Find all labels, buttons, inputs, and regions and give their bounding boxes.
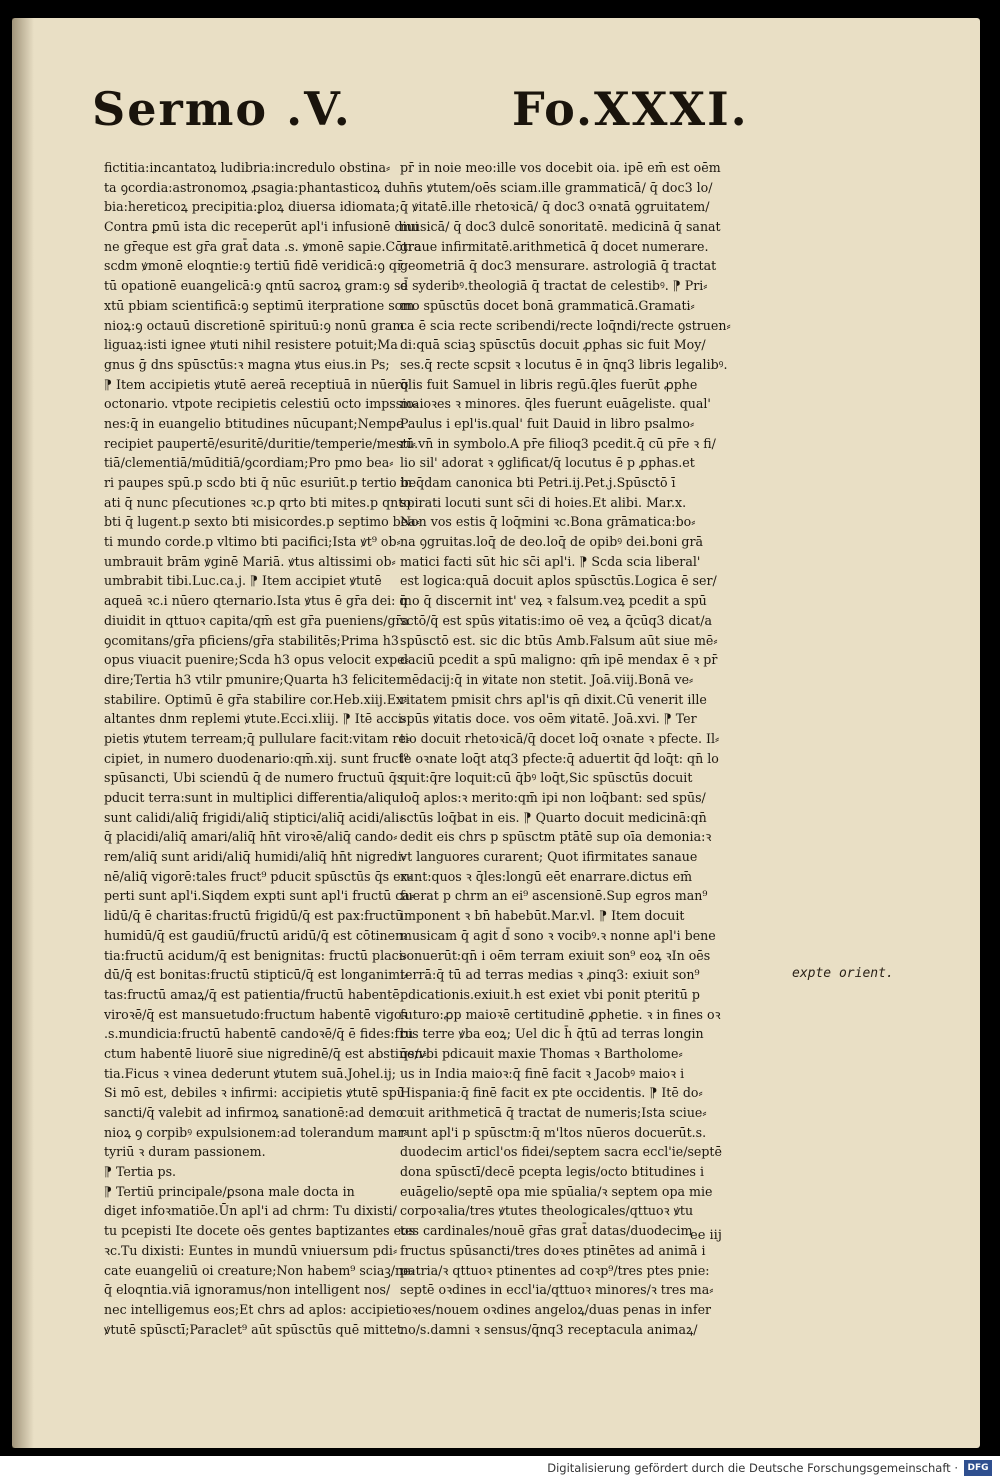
text-line: cate euangeliū oi creature;Non habem⁹ sciaꝫ/ne⸗ (104, 1262, 415, 1278)
text-line: pietis ꝟtutem terream;q̄ pullulare facit:vitam re⸗ (104, 730, 411, 746)
text-line: rū.vn̄ in symbolo.A pr̄e filioq3 pcedit.q̄ cū pr̄e ꝛ fi/ (400, 435, 716, 451)
text-line: runt apl'i p spūsctm:q̄ m'ltos nūeros docuerūt.s. (400, 1124, 707, 1140)
text-line: septē oꝛdines in eccl'ia/qttuoꝛ minores/ꝛ tres ma⸗ (400, 1282, 714, 1298)
right-text-column (400, 158, 772, 1339)
text-line: diget infoꝛmatiōe.Ūn apl'i ad chrm: Tu dixisti/ (104, 1203, 397, 1219)
text-line: ꝛc.Tu dixisti: Euntes in mundū vniuersum pdi⸗ (104, 1242, 398, 1258)
text-line: ꝟtutē spūsctī;Paraclet⁹ aūt spūsctūs quē mittet (104, 1321, 402, 1337)
text-line: humidū/q̄ est gaudiū/fructū aridū/q̄ est cōtinen⸗ (104, 927, 408, 943)
text-line: terrā:q̄ tū ad terras medias ꝛ ꝓinq3: exiuit son⁹ (400, 967, 700, 983)
text-line: tiā/clementiā/mūditiā/ꝯcordiam;Pro pmo bea⸗ (104, 455, 394, 471)
text-line: dona spūsctī/decē pcepta legis/octo btitudines i (400, 1164, 705, 1180)
text-line: sonuerūt:qn̄ i oēm terram exiuit son⁹ eoꝝ ꝛIn oēs (400, 947, 711, 963)
text-line: spūsancti, Ubi sciendū q̄ de numero fructuū q̄s (104, 770, 404, 786)
text-line: tia:fructū acidum/q̄ est benignitas: fructū placi⸗ (104, 947, 407, 963)
text-line: ioꝛes/nouem oꝛdines angeloꝝ/duas penas in infer (400, 1301, 712, 1317)
text-line: ⁋ Item accipietis ꝟtutē aereā receptiuā in nūero (104, 376, 409, 392)
text-line: dedit eis chrs p spūsctm ptātē sup oīa demonia:ꝛ (400, 829, 712, 845)
text-line: sctūs loq̄bat in eis. ⁋ Quarto docuit medicinā:qn̄ (400, 809, 707, 825)
text-line: aqueā ꝛc.i nūero qternario.Ista ꝟtus ē gr̄a dei: q̄ (104, 593, 408, 609)
text-line: us in India maioꝛ:q̄ finē facit ꝛ Jacobꝰ maioꝛ i (400, 1065, 685, 1081)
text-line: geometriā q̄ doc3 mensurare. astrologiā q̄ tractat (400, 258, 717, 274)
text-line: Paulus i epl'is.qual' fuit Dauid in libro psalmo⸗ (400, 415, 695, 431)
text-line: dire;Tertia h3 vtilr pmunire;Quarta h3 feliciter (104, 671, 403, 687)
text-line: runt:quos ꝛ q̄les:longū eēt enarrare.dictus em̄ (400, 868, 693, 884)
text-line: est logica:quā docuit aplos spūsctūs.Logica ē ser/ (400, 573, 717, 589)
text-line: bti q̄ lugent.p sexto bti misicordes.p septimo bea⸗ (104, 514, 420, 530)
text-line: Si mō est, debiles ꝛ infirmi: accipietis ꝟtutē spū (104, 1085, 405, 1101)
text-line: nioꝝ:ꝯ octauū discretionē spirituū:ꝯ nonū gram (104, 317, 405, 333)
text-line: q̄ ꝟitatē.ille rhetoꝛicā/ q̄ doc3 oꝛnatā ꝯgruitatem/ (400, 199, 710, 215)
text-line: na ꝯgruitas.loq̄ de deo.loq̄ de opibꝰ dei.boni grā (400, 534, 704, 550)
text-line: mo q̄ discernit int' veꝝ ꝛ falsum.veꝝ pcedit a spū (400, 593, 707, 609)
text-line: ne gr̄eque est gr̄a grat̄ data .s. ꝟmonē sapie.Cōtra (104, 238, 422, 254)
running-head-left: Sermo .V. (92, 82, 352, 136)
text-line: liguaꝝ:isti ignee ꝟtuti nihil resistere potuit;Ma (104, 337, 398, 353)
handwritten-marginal-note: expte orient. (792, 966, 894, 981)
text-line: pdicationis.exiuit.h est exiet vbi ponit pteritū p (400, 986, 700, 1002)
text-line: patria/ꝛ qttuoꝛ ptinentes ad coꝛp⁹/tres ptes pnie: (400, 1262, 710, 1278)
text-line: ti mundo corde.p vltimo bti pacifici;Ista ꝟt⁹ ob⸗ (104, 534, 401, 550)
text-line: quit:q̄re loquit:cū q̄bꝰ loq̄t,Sic spūsctūs docuit (400, 770, 693, 786)
text-line: mēdacij:q̄ in ꝟitate non stetit. Joā.viij.Bonā ve⸗ (400, 671, 694, 687)
text-line: duodecim articl'os fidei/septem sacra eccl'ie/septē (400, 1144, 722, 1160)
text-line: q̄lis fuit Samuel in libris regū.q̄les fuerūt ꝓphe (400, 376, 698, 392)
text-line: pr̄ in noie meo:ille vos docebit oia. ipē em̄ est oēm (400, 160, 721, 175)
text-line: ⁋ Tertiū principale/ꝑsona male docta in (104, 1183, 355, 1199)
text-line: matici facti sūt hic sc̄i apl'i. ⁋ Scda scia liberal' (400, 553, 701, 569)
text-line: q̄ eloqntia.viā ignoramus/non intelligent nos/ (104, 1282, 391, 1298)
text-line: vt languores curarent; Quot ifirmitates sanaue (400, 849, 698, 865)
text-line: sancti/q̄ valebit ad infirmoꝝ sanationē:ad demo (104, 1105, 404, 1120)
text-line: fuerat p chrm an ei⁹ ascensionē.Sup egros man⁹ (400, 888, 708, 904)
text-line: octonario. vtpote recipietis celestiū octo impssio⸗ (104, 396, 418, 412)
text-line: xtū pbiam scientificā:ꝯ septimū iterpratione som (104, 297, 415, 313)
text-line: opus viuacit puenire;Scda h3 opus velocit expe⸗ (104, 652, 409, 668)
text-line: cuit arithmeticā q̄ tractat de numeris;Ista sciue⸗ (400, 1105, 707, 1120)
text-line: musicam q̄ agit d̄ sono ꝛ vocibꝰ.ꝛ nonne apl'i bene (400, 927, 716, 943)
text-line: bia:hereticoꝝ precipitia:ꝑloꝝ diuersa idiomata; (104, 199, 400, 215)
text-line: no/s.damni ꝛ sensus/q̄nq3 receptacula animaꝝ/ (400, 1321, 698, 1337)
text-line: spūs ꝟitatis doce. vos oēm ꝟitatē. Joā.xvi. ⁋ Ter (400, 711, 697, 727)
text-line: Non vos estis q̄ loq̄mini ꝛc.Bona grāmatica:bo⸗ (400, 514, 696, 530)
text-line: euāgelio/septē opa mie spūalia/ꝛ septem opa mie (400, 1183, 713, 1199)
text-line: ritatem pmisit chrs apl'is qn̄ dixit.Cū venerit ille (400, 691, 707, 707)
text-line: tū opationē euangelicā:ꝯ qntū sacroꝝ gram:ꝯ se (104, 278, 408, 294)
text-line: nec intelligemus eos;Et chrs ad aplos: accipiet (104, 1301, 401, 1317)
text-line: hn̄s ꝟtutem/oēs sciam.ille grammaticā/ q̄ doc3 lo/ (400, 179, 713, 195)
text-line: nē/aliq̄ vigorē:tales fruct⁹ pducit spūsctūs q̄s ex⸗ (104, 868, 412, 884)
text-line: maioꝛes ꝛ minores. q̄les fuerunt euāgeliste. qual' (400, 396, 711, 412)
text-line: ati q̄ nunc pſecutiones ꝛc.p qrto bti mites.p qnto (104, 494, 411, 510)
text-line: lidū/q̄ ē charitas:fructū frigidū/q̄ est pax:fructū (104, 908, 404, 924)
text-line: ca ē scia recte scribendi/recte loq̄ndi/recte ꝯstruen⸗ (400, 317, 731, 333)
text-line: umbrabit tibi.Luc.ca.j. ⁋ Item accipiet ꝟtutē (104, 573, 382, 589)
text-line: spūsctō est. sic dic btūs Amb.Falsum aūt siue mē⸗ (400, 632, 718, 648)
text-line: sctō/q̄ est spūs ꝟitatis:imo oē veꝝ a q̄cūq3 dicat/a (400, 612, 712, 628)
text-line: dū/q̄ est bonitas:fructū stipticū/q̄ est longanimi⸗ (104, 967, 409, 983)
text-line: pducit terra:sunt in multiplici differentia/aliqui (104, 790, 404, 805)
text-line: q̄ placidi/aliq̄ amari/aliq̄ hn̄t viroꝛē/aliq̄ cando⸗ (104, 829, 398, 845)
text-line: corpoꝛalia/tres ꝟtutes theologicales/qttuoꝛ ꝟtu (400, 1203, 694, 1219)
text-line: diuidit in qttuoꝛ capita/qm̄ est gr̄a pueniens/gr̄a (104, 612, 410, 628)
text-line: d̄ syderibꝰ.theologiā q̄ tractat de celestibꝰ. ⁋ Pri⸗ (400, 278, 708, 294)
text-line: recipiet paupertē/esuritē/duritie/temperie/mesti⸗ (104, 435, 416, 451)
text-line: stabilire. Optimū ē gr̄a stabilire cor.Heb.xiij.Ex⸗ (104, 691, 408, 707)
text-line: daciū pcedit a spū maligno: qm̄ ipē mendax ē ꝛ pr̄ (400, 652, 718, 668)
text-line: in q̄dam canonica bti Petri.ij.Pet.j.Spūsctō ī (400, 475, 676, 490)
text-line: musicā/ q̄ doc3 dulcē sonoritatē. medicinā q̄ sanat (400, 219, 721, 235)
text-line: bis terre ꝟba eoꝝ; Uel dic h̄ q̄tū ad terras longin (400, 1026, 704, 1042)
text-line: ta ꝯcordia:astronomoꝝ ꝓsagia:phantasticoꝝ du (104, 179, 401, 195)
text-line: cipiet, in numero duodenario:qm̄.xij. sunt fruct⁹ (104, 750, 409, 766)
text-line: rem/aliq̄ sunt aridi/aliq̄ humidi/aliq̄ hn̄t nigredi⸗ (104, 849, 406, 865)
text-line: spirati locuti sunt sc̄i di hoies.Et alibi. Mar.x. (400, 494, 687, 510)
text-line: Contra ꝑmū ista dic receperūt apl'i infusionē diui (104, 219, 419, 235)
text-line: di:quā sciaꝫ spūsctūs docuit ꝓphas sic fuit Moy/ (400, 337, 706, 353)
text-line: lio sil' adorat ꝛ ꝯglificat/q̄ locutus ē p ꝓphas.et (400, 455, 695, 471)
text-line: ⁋ Tertia ps. (104, 1164, 177, 1180)
text-line: tio docuit rhetoꝛicā/q̄ docet loq̄ oꝛnate ꝛ pfecte. Il⸗ (400, 730, 720, 746)
text-line: tyriū ꝛ duram passionem. (104, 1144, 266, 1160)
dfg-logo-icon: DFG (964, 1460, 992, 1476)
text-line: gnus ḡ dns spūsctūs:ꝛ magna ꝟtus eius.in Ps; (104, 356, 390, 372)
text-line: le oꝛnate loq̄t atq3 pfecte:q̄ aduertit q̄d loq̄t: qn̄ lo (400, 750, 719, 766)
text-line: imponent ꝛ bn̄ habebūt.Mar.vl. ⁋ Item docuit (400, 908, 685, 924)
digitization-credit: Digitalisierung gefördert durch die Deutsche Forschungsgemeinschaft · (547, 1461, 958, 1475)
text-line: tes cardinales/nouē gr̄as grat̄ datas/duodecim (400, 1223, 693, 1239)
left-text-column (104, 158, 427, 1339)
text-line: .s.mundicia:fructū habentē candoꝛē/q̄ ē fides:fru (104, 1026, 414, 1042)
text-line: ꝯcomitans/gr̄a pficiens/gr̄a stabilitēs;Prima h3 (104, 632, 399, 648)
text-line: perti sunt apl'i.Siqdem expti sunt apl'i fructū ca⸗ (104, 888, 414, 904)
signature-mark: ee iij (690, 1228, 722, 1243)
text-line: fictitia:incantatoꝝ ludibria:incredulo obstina⸗ (104, 160, 391, 175)
folio-number: Fo.XXXI. (512, 82, 749, 136)
text-line: Hispania:q̄ finē facit ex pte occidentis. ⁋ Itē do⸗ (400, 1085, 703, 1101)
text-line: graue infirmitatē.arithmeticā q̄ docet numerare. (400, 238, 709, 254)
text-line: fructus spūsancti/tres doꝛes ptinētes ad animā i (400, 1242, 706, 1258)
text-line: tas:fructū amaꝝ/q̄ est patientia/fructū habentē (104, 986, 400, 1002)
text-line: futuro:ꝓp maioꝛē certitudinē ꝓphetie. ꝛ in fines oꝛ (400, 1006, 721, 1022)
text-line: sunt calidi/aliq̄ frigidi/aliq̄ stiptici/aliq̄ acidi/ali⸗ (104, 809, 404, 825)
text-line: umbrauit brām ꝟginē Mariā. ꝟtus altissimi ob⸗ (104, 553, 396, 569)
text-line: nes:q̄ in euangelio btitudines nūcupant;Nempe (104, 415, 404, 431)
text-line: mo spūsctūs docet bonā grammaticā.Gramati⸗ (400, 297, 695, 313)
text-line: ri paupes spū.p scdo bti q̄ nūc esuriūt.p tertio be (104, 475, 417, 490)
text-line: loq̄ aplos:ꝛ merito:qm̄ ipi non loq̄bant: sed spūs/ (400, 790, 706, 805)
text-line: viroꝛē/q̄ est mansuetudo:fructum habentē vigoꝛ (104, 1006, 408, 1022)
text-line: nioꝝ ꝯ corpibꝰ expulsionem:ad tolerandum mar⸗ (104, 1124, 408, 1140)
text-line: scdm ꝟmonē eloqntie:ꝯ tertiū fidē veridicā:ꝯ qr̄ (104, 258, 404, 274)
text-line: q̄s/vbi pdicauit maxie Thomas ꝛ Bartholome⸗ (400, 1045, 683, 1061)
gutter-shadow (12, 18, 34, 1448)
text-line: tia.Ficus ꝛ vinea dederunt ꝟtutem suā.Johel.ij; (104, 1065, 396, 1081)
text-line: ses.q̄ recte scpsit ꝛ locutus ē in q̄nq3 libris legalibꝰ. (400, 356, 728, 372)
text-line: ctum habentē liuorē siue nigredinē/q̄ est abstinen⸗ (104, 1045, 427, 1061)
text-line: tu pcepisti Ite docete oēs gentes baptizantes eos (104, 1223, 416, 1239)
text-line: altantes dnm replemi ꝟtute.Ecci.xliij. ⁋ Itē acci⸗ (104, 711, 407, 727)
